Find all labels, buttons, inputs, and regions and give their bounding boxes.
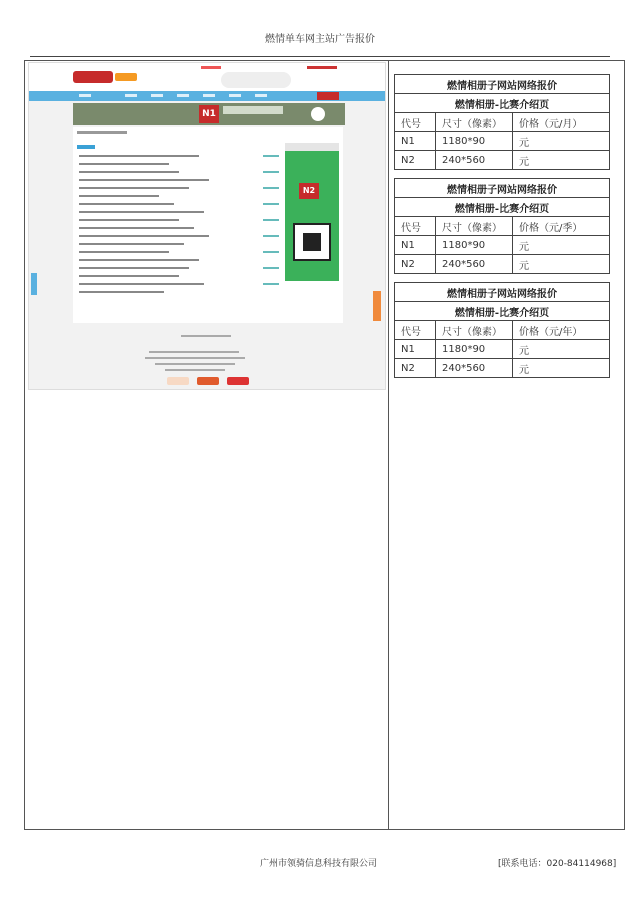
right-float-tab <box>373 291 381 321</box>
list-item <box>79 187 189 189</box>
site-logo <box>73 71 113 83</box>
cell-size: 1180*90 <box>436 132 513 151</box>
list-date <box>263 267 279 269</box>
content-area <box>73 127 343 323</box>
website-screenshot <box>28 62 386 390</box>
cell-code: N2 <box>395 151 436 170</box>
nav-item <box>125 94 137 97</box>
footer-badge <box>197 377 219 385</box>
login-links <box>201 66 221 69</box>
col-header-price: 价格（元/季） <box>513 217 610 236</box>
cell-code: N1 <box>395 236 436 255</box>
cell-price: 元 <box>513 236 610 255</box>
footer-text <box>165 369 225 371</box>
nav-item <box>255 94 267 97</box>
header-rule <box>30 56 610 57</box>
table-title: 燃情相册子网站网络报价 <box>395 283 610 302</box>
list-date <box>263 251 279 253</box>
cell-size: 240*560 <box>436 151 513 170</box>
section-title <box>77 145 95 149</box>
footer-badge <box>227 377 249 385</box>
footer-text <box>155 363 235 365</box>
footer-text <box>145 357 245 359</box>
price-table-yearly <box>394 282 610 378</box>
cell-price: 元 <box>513 340 610 359</box>
nav-item <box>229 94 241 97</box>
list-date <box>263 235 279 237</box>
nav-item <box>177 94 189 97</box>
qr-code-icon <box>293 223 331 261</box>
cell-code: N2 <box>395 359 436 378</box>
list-item <box>79 243 184 245</box>
page-title: 燃情单车网主站广告报价 <box>265 34 375 45</box>
price-table-monthly <box>394 74 610 170</box>
site-logo-tag <box>115 73 137 81</box>
share-icons <box>285 143 339 151</box>
cell-code: N1 <box>395 340 436 359</box>
n1-label: N1 <box>199 105 219 123</box>
header-watermark <box>221 72 291 88</box>
list-item <box>79 211 204 213</box>
cell-size: 240*560 <box>436 359 513 378</box>
list-item <box>79 259 199 261</box>
list-date <box>263 283 279 285</box>
list-item <box>79 251 169 253</box>
col-header-price: 价格（元/年） <box>513 321 610 340</box>
ad-sidebar-n2 <box>285 143 339 281</box>
list-item <box>79 179 209 181</box>
nav-button <box>317 92 339 100</box>
table-subtitle: 燃情相册-比赛介绍页 <box>395 198 610 217</box>
list-item <box>79 155 199 157</box>
breadcrumb <box>77 131 127 134</box>
cell-size: 1180*90 <box>436 340 513 359</box>
list-item <box>79 195 159 197</box>
footer-badge <box>167 377 189 385</box>
column-divider <box>388 60 389 830</box>
list-item <box>79 163 169 165</box>
col-header-size: 尺寸（像素） <box>436 217 513 236</box>
list-date <box>263 219 279 221</box>
table-title: 燃情相册子网站网络报价 <box>395 179 610 198</box>
col-header-code: 代号 <box>395 217 436 236</box>
list-item <box>79 203 174 205</box>
price-table-quarterly <box>394 178 610 274</box>
list-item <box>79 291 164 293</box>
footer-links <box>181 335 231 337</box>
list-item <box>79 275 179 277</box>
col-header-price: 价格（元/月） <box>513 113 610 132</box>
list-item <box>79 219 179 221</box>
list-date <box>263 203 279 205</box>
col-header-code: 代号 <box>395 113 436 132</box>
cell-size: 240*560 <box>436 255 513 274</box>
list-item <box>79 283 204 285</box>
list-date <box>263 187 279 189</box>
list-date <box>263 171 279 173</box>
nav-item <box>151 94 163 97</box>
cell-code: N1 <box>395 132 436 151</box>
footer-text <box>149 351 239 353</box>
ad-banner-n1 <box>73 103 345 125</box>
footer-company: 广州市领骑信息科技有限公司 <box>260 859 378 869</box>
cell-price: 元 <box>513 255 610 274</box>
top-right-links <box>307 66 337 69</box>
nav-item <box>203 94 215 97</box>
table-subtitle: 燃情相册-比赛介绍页 <box>395 302 610 321</box>
table-subtitle: 燃情相册-比赛介绍页 <box>395 94 610 113</box>
col-header-size: 尺寸（像素） <box>436 113 513 132</box>
banner-title <box>223 106 283 114</box>
banner-arrow-icon <box>311 107 325 121</box>
table-title: 燃情相册子网站网络报价 <box>395 75 610 94</box>
list-item <box>79 171 179 173</box>
list-item <box>79 235 209 237</box>
col-header-size: 尺寸（像素） <box>436 321 513 340</box>
cell-price: 元 <box>513 132 610 151</box>
list-item <box>79 227 194 229</box>
col-header-code: 代号 <box>395 321 436 340</box>
cell-price: 元 <box>513 151 610 170</box>
cell-size: 1180*90 <box>436 236 513 255</box>
footer-phone: [联系电话：020-84114968] <box>498 859 617 869</box>
cell-price: 元 <box>513 359 610 378</box>
n2-label: N2 <box>299 183 319 199</box>
nav-item <box>79 94 91 97</box>
list-date <box>263 155 279 157</box>
list-item <box>79 267 189 269</box>
cell-code: N2 <box>395 255 436 274</box>
left-float-tab <box>31 273 37 295</box>
